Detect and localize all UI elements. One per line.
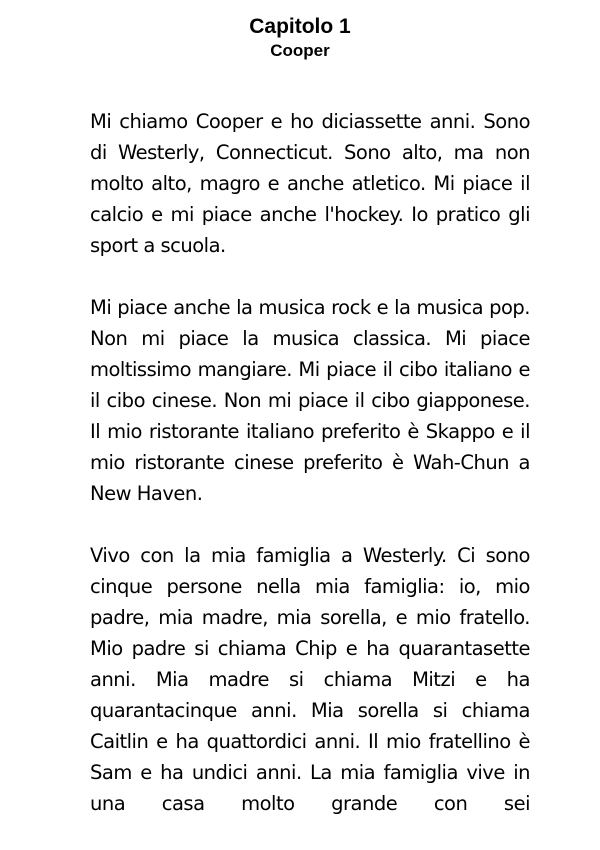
chapter-header xyxy=(0,14,600,62)
paragraph-2: Mi piace anche la musica rock e la musica pop. Non mi piace la musica classica. Mi piace moltissimo mangiare. Mi piace il cibo italiano e il cibo cinese. Non mi piace il cibo giapponese. Il mio ristorante italiano preferito è Skappo e il mio ristorante cinese preferito è Wah-Chun a New Haven. xyxy=(90,296,530,505)
chapter-subtitle: Cooper xyxy=(270,41,330,60)
chapter-title: Capitolo 1 xyxy=(249,15,351,38)
paragraph-1: Mi chiamo Cooper e ho diciassette anni. Sono di Westerly, Connecticut. Sono alto, ma non molto alto, magro e anche atletico. Mi piace il calcio e mi piace anche l'hockey. Io pratico gli sport a scuola. xyxy=(90,110,530,257)
chapter-body xyxy=(90,106,530,850)
paragraph-3: Vivo con la mia famiglia a Westerly. Ci sono cinque persone nella mia famiglia: io, mio padre, mia madre, mia sorella, e mio fratello. Mio padre si chiama Chip e ha quarantasette anni. Mia madre si chiama Mitzi e ha quarantacinque anni. Mia sorella si chiama Caitlin e ha quattordici anni. Il mio fratellino è Sam e ha undici anni. La mia famiglia vive in una casa molto grande con sei xyxy=(90,544,530,815)
